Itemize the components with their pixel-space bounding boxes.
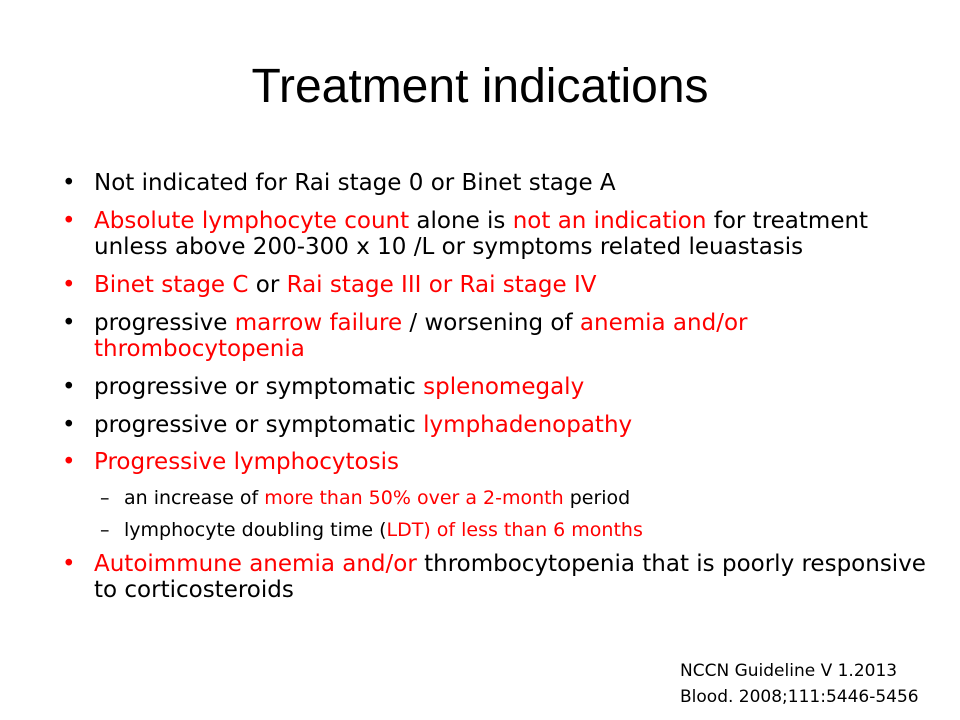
text-segment: or [248,272,287,299]
text-segment: more than 50% over a 2-month [264,487,564,510]
text-segment: Not indicated for Rai stage 0 or Binet stage A [94,170,616,196]
bullet-item [58,449,928,476]
bullet-item [58,551,928,604]
bullet-list [58,170,928,615]
bullet-item [58,272,928,299]
bullet-marker: • [62,170,76,196]
text-segment: not an indication [512,207,707,234]
text-segment: Absolute lymphocyte count [94,207,410,234]
text-segment: Rai stage III or Rai stage IV [286,272,597,299]
dash-marker: – [100,487,110,510]
text-segment: marrow failure [234,309,403,336]
bullet-item [58,310,928,363]
text-segment: anemia and/or thrombocytopenia [94,309,748,363]
bullet-item [58,208,928,261]
bullet-marker: • [62,309,76,336]
text-segment: an increase of [124,487,265,510]
bullet-item [58,412,928,439]
references [680,658,958,711]
sub-bullet-item [58,519,928,542]
text-segment: Autoimmune anemia and/or [94,550,417,577]
reference-guideline: NCCN Guideline V 1.2013 [680,661,898,681]
text-segment: lymphocyte doubling time ( [124,518,387,541]
text-segment: / worsening of [402,309,580,336]
bullet-marker: • [62,272,76,299]
text-segment: period [563,487,631,510]
text-segment: LDT) of less than 6 months [386,518,643,541]
bullet-marker: • [62,207,76,234]
text-segment: splenomegaly [423,374,585,401]
text-segment: lymphadenopathy [423,411,633,438]
bullet-marker: • [62,449,76,476]
bullet-marker: • [62,374,76,401]
sub-bullet-item [58,487,928,510]
bullet-marker: • [62,550,76,577]
text-segment: Binet stage C [94,272,249,299]
bullet-item [58,170,928,197]
text-segment: thrombocytopenia that is poorly responsive to corticosteroids [94,550,926,604]
text-segment: Progressive lymphocytosis [94,449,399,476]
slide-title: Treatment indications [251,60,709,113]
text-segment: alone is [409,207,513,234]
bullet-item [58,374,928,401]
dash-marker: – [100,518,110,541]
text-segment: progressive or symptomatic [94,411,424,438]
reference-citation: Blood. 2008;111:5446-5456 [680,687,919,708]
text-segment: progressive or symptomatic [94,374,424,401]
bullet-marker: • [62,411,76,438]
text-segment: for treatment unless above 200-300 x 10 /L or symptoms related leuastasis [94,207,869,261]
text-segment: progressive [94,309,235,336]
